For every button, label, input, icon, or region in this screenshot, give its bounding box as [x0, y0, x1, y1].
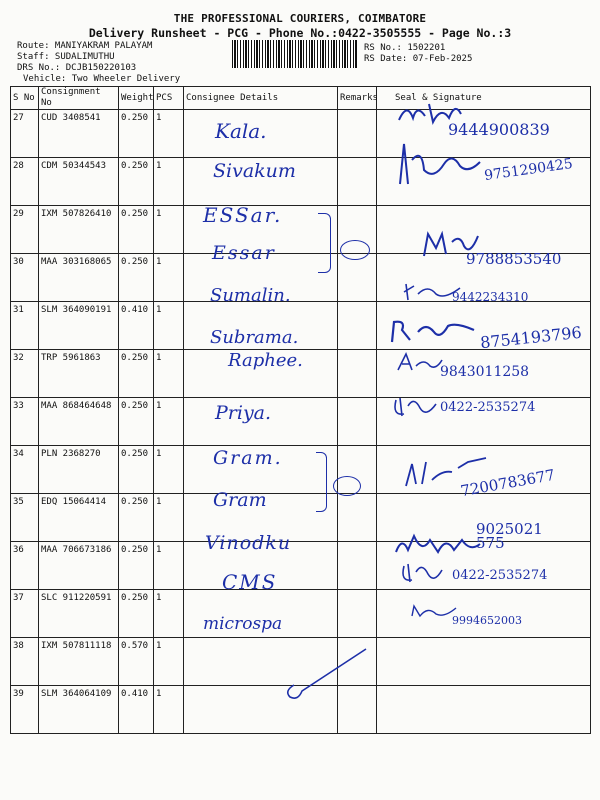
cell-consignment-no: IXM 507811118 — [39, 638, 119, 686]
cell-weight: 0.250 — [119, 206, 154, 254]
signature-scribble — [392, 530, 482, 558]
signature-phone: 9843011258 — [440, 364, 530, 380]
cell-weight: 0.250 — [119, 350, 154, 398]
drs-label: DRS No.: DCJB150220103 — [17, 63, 137, 73]
cell-remarks — [338, 254, 377, 302]
cell-remarks — [338, 398, 377, 446]
handwritten-consignee: Gram. — [213, 447, 283, 469]
signature-phone: 0422-2535274 — [440, 400, 536, 415]
cell-remarks — [338, 110, 377, 158]
cell-weight: 0.250 — [119, 110, 154, 158]
cell-remarks — [338, 494, 377, 542]
handwritten-consignee: Kala. — [215, 119, 267, 143]
cell-signature — [377, 206, 591, 254]
table-row — [11, 206, 591, 254]
signature-scribble — [394, 350, 444, 372]
handwritten-consignee: Raphee. — [228, 350, 303, 371]
cell-pcs: 1 — [154, 590, 184, 638]
handwritten-consignee: Essar — [212, 242, 276, 264]
signature-phone: 8754193796 — [479, 322, 583, 353]
signature-scribble — [408, 602, 458, 620]
cell-consignment-no: CDM 50344543 — [39, 158, 119, 206]
cell-sno: 38 — [11, 638, 39, 686]
signature-scribble — [388, 318, 478, 344]
col-sno: S No — [11, 87, 39, 110]
cell-pcs: 1 — [154, 254, 184, 302]
route-label: Route: MANIYAKRAM PALAYAM — [17, 41, 153, 51]
cell-pcs: 1 — [154, 638, 184, 686]
barcode — [232, 40, 357, 68]
cell-consignment-no: MAA 303168065 — [39, 254, 119, 302]
cell-pcs: 1 — [154, 158, 184, 206]
runsheet-title: Delivery Runsheet - PCG - Phone No.:0422-3505555 - Page No.:3 — [88, 26, 512, 40]
cell-consignment-no: MAA 706673186 — [39, 542, 119, 590]
handwritten-consignee: CMS — [222, 570, 278, 594]
signature-scribble — [390, 394, 440, 420]
cell-remarks — [338, 158, 377, 206]
cell-consignment-no: EDQ 15064414 — [39, 494, 119, 542]
company-title: THE PROFESSIONAL COURIERS, COIMBATORE — [173, 12, 427, 25]
group-circle — [340, 240, 370, 260]
cell-weight: 0.250 — [119, 590, 154, 638]
cell-consignment-no: SLM 364090191 — [39, 302, 119, 350]
cell-pcs: 1 — [154, 302, 184, 350]
cell-signature — [377, 638, 591, 686]
col-weight: Weight — [119, 87, 154, 110]
cell-sno: 31 — [11, 302, 39, 350]
signature-scribble — [394, 140, 484, 190]
signature-phone: 9025021575 — [476, 520, 543, 552]
cell-consignment-no: SLC 911220591 — [39, 590, 119, 638]
cell-pcs: 1 — [154, 542, 184, 590]
cell-weight: 0.410 — [119, 686, 154, 734]
cell-sno: 33 — [11, 398, 39, 446]
col-consignment-no: Consignment No — [39, 87, 119, 110]
rs-date-label: RS Date: 07-Feb-2025 — [364, 54, 473, 64]
signature-phone: 9994652003 — [452, 614, 522, 627]
rs-no-label: RS No.: 1502201 — [364, 43, 446, 53]
cell-consignment-no: MAA 868464648 — [39, 398, 119, 446]
col-remarks: Remarks — [338, 87, 377, 110]
cell-remarks — [338, 350, 377, 398]
group-bracket — [318, 213, 331, 273]
staff-label: Staff: SUDALIMUTHU — [17, 52, 115, 62]
signature-phone: 0422-2535274 — [452, 568, 548, 583]
cell-pcs: 1 — [154, 110, 184, 158]
cell-signature — [377, 686, 591, 734]
cell-weight: 0.250 — [119, 446, 154, 494]
cell-consignment-no: PLN 2368270 — [39, 446, 119, 494]
cell-remarks — [338, 302, 377, 350]
cell-pcs: 1 — [154, 398, 184, 446]
cell-consignment-no: IXM 507826410 — [39, 206, 119, 254]
cell-weight: 0.250 — [119, 254, 154, 302]
signature-phone: 7200783677 — [459, 465, 557, 501]
cell-sno: 35 — [11, 494, 39, 542]
signature-scribble — [398, 560, 444, 586]
vehicle-label: Vehicle: Two Wheeler Delivery — [23, 74, 181, 84]
cell-sno: 36 — [11, 542, 39, 590]
cell-consignment-no: TRP 5961863 — [39, 350, 119, 398]
cell-pcs: 1 — [154, 494, 184, 542]
closing-mark — [280, 645, 370, 705]
cell-remarks — [338, 542, 377, 590]
signature-phone: 9444900839 — [448, 120, 550, 139]
cell-pcs: 1 — [154, 446, 184, 494]
cell-pcs: 1 — [154, 206, 184, 254]
cell-weight: 0.570 — [119, 638, 154, 686]
col-seal-signature: Seal & Signature — [377, 87, 591, 110]
handwritten-consignee: Sumalin. — [210, 285, 291, 306]
cell-weight: 0.250 — [119, 494, 154, 542]
signature-phone: 9788853540 — [466, 250, 562, 268]
cell-remarks — [338, 590, 377, 638]
cell-consignment-no: CUD 3408541 — [39, 110, 119, 158]
cell-pcs: 1 — [154, 686, 184, 734]
cell-sno: 37 — [11, 590, 39, 638]
handwritten-consignee: Vinodku — [205, 532, 292, 554]
handwritten-consignee: microspa — [203, 614, 283, 634]
col-pcs: PCS — [154, 87, 184, 110]
cell-weight: 0.250 — [119, 542, 154, 590]
cell-consignment-no: SLM 364064109 — [39, 686, 119, 734]
col-consignee-details: Consignee Details — [184, 87, 338, 110]
group-bracket — [316, 452, 327, 512]
cell-sno: 34 — [11, 446, 39, 494]
handwritten-consignee: Subrama. — [210, 327, 299, 348]
cell-weight: 0.250 — [119, 158, 154, 206]
signature-phone: 9751290425 — [483, 155, 574, 185]
cell-sno: 32 — [11, 350, 39, 398]
group-circle — [333, 476, 361, 496]
cell-pcs: 1 — [154, 350, 184, 398]
cell-sno: 30 — [11, 254, 39, 302]
handwritten-consignee: Gram — [213, 489, 267, 511]
cell-sno: 27 — [11, 110, 39, 158]
signature-phone: 9442234310 — [452, 290, 529, 304]
cell-weight: 0.250 — [119, 398, 154, 446]
cell-sno: 39 — [11, 686, 39, 734]
handwritten-consignee: Sivakum — [213, 160, 296, 182]
handwritten-consignee: Priya. — [215, 402, 272, 424]
table-header-row — [11, 87, 591, 110]
cell-weight: 0.410 — [119, 302, 154, 350]
cell-sno: 28 — [11, 158, 39, 206]
cell-sno: 29 — [11, 206, 39, 254]
handwritten-consignee: ESSar. — [203, 203, 283, 227]
